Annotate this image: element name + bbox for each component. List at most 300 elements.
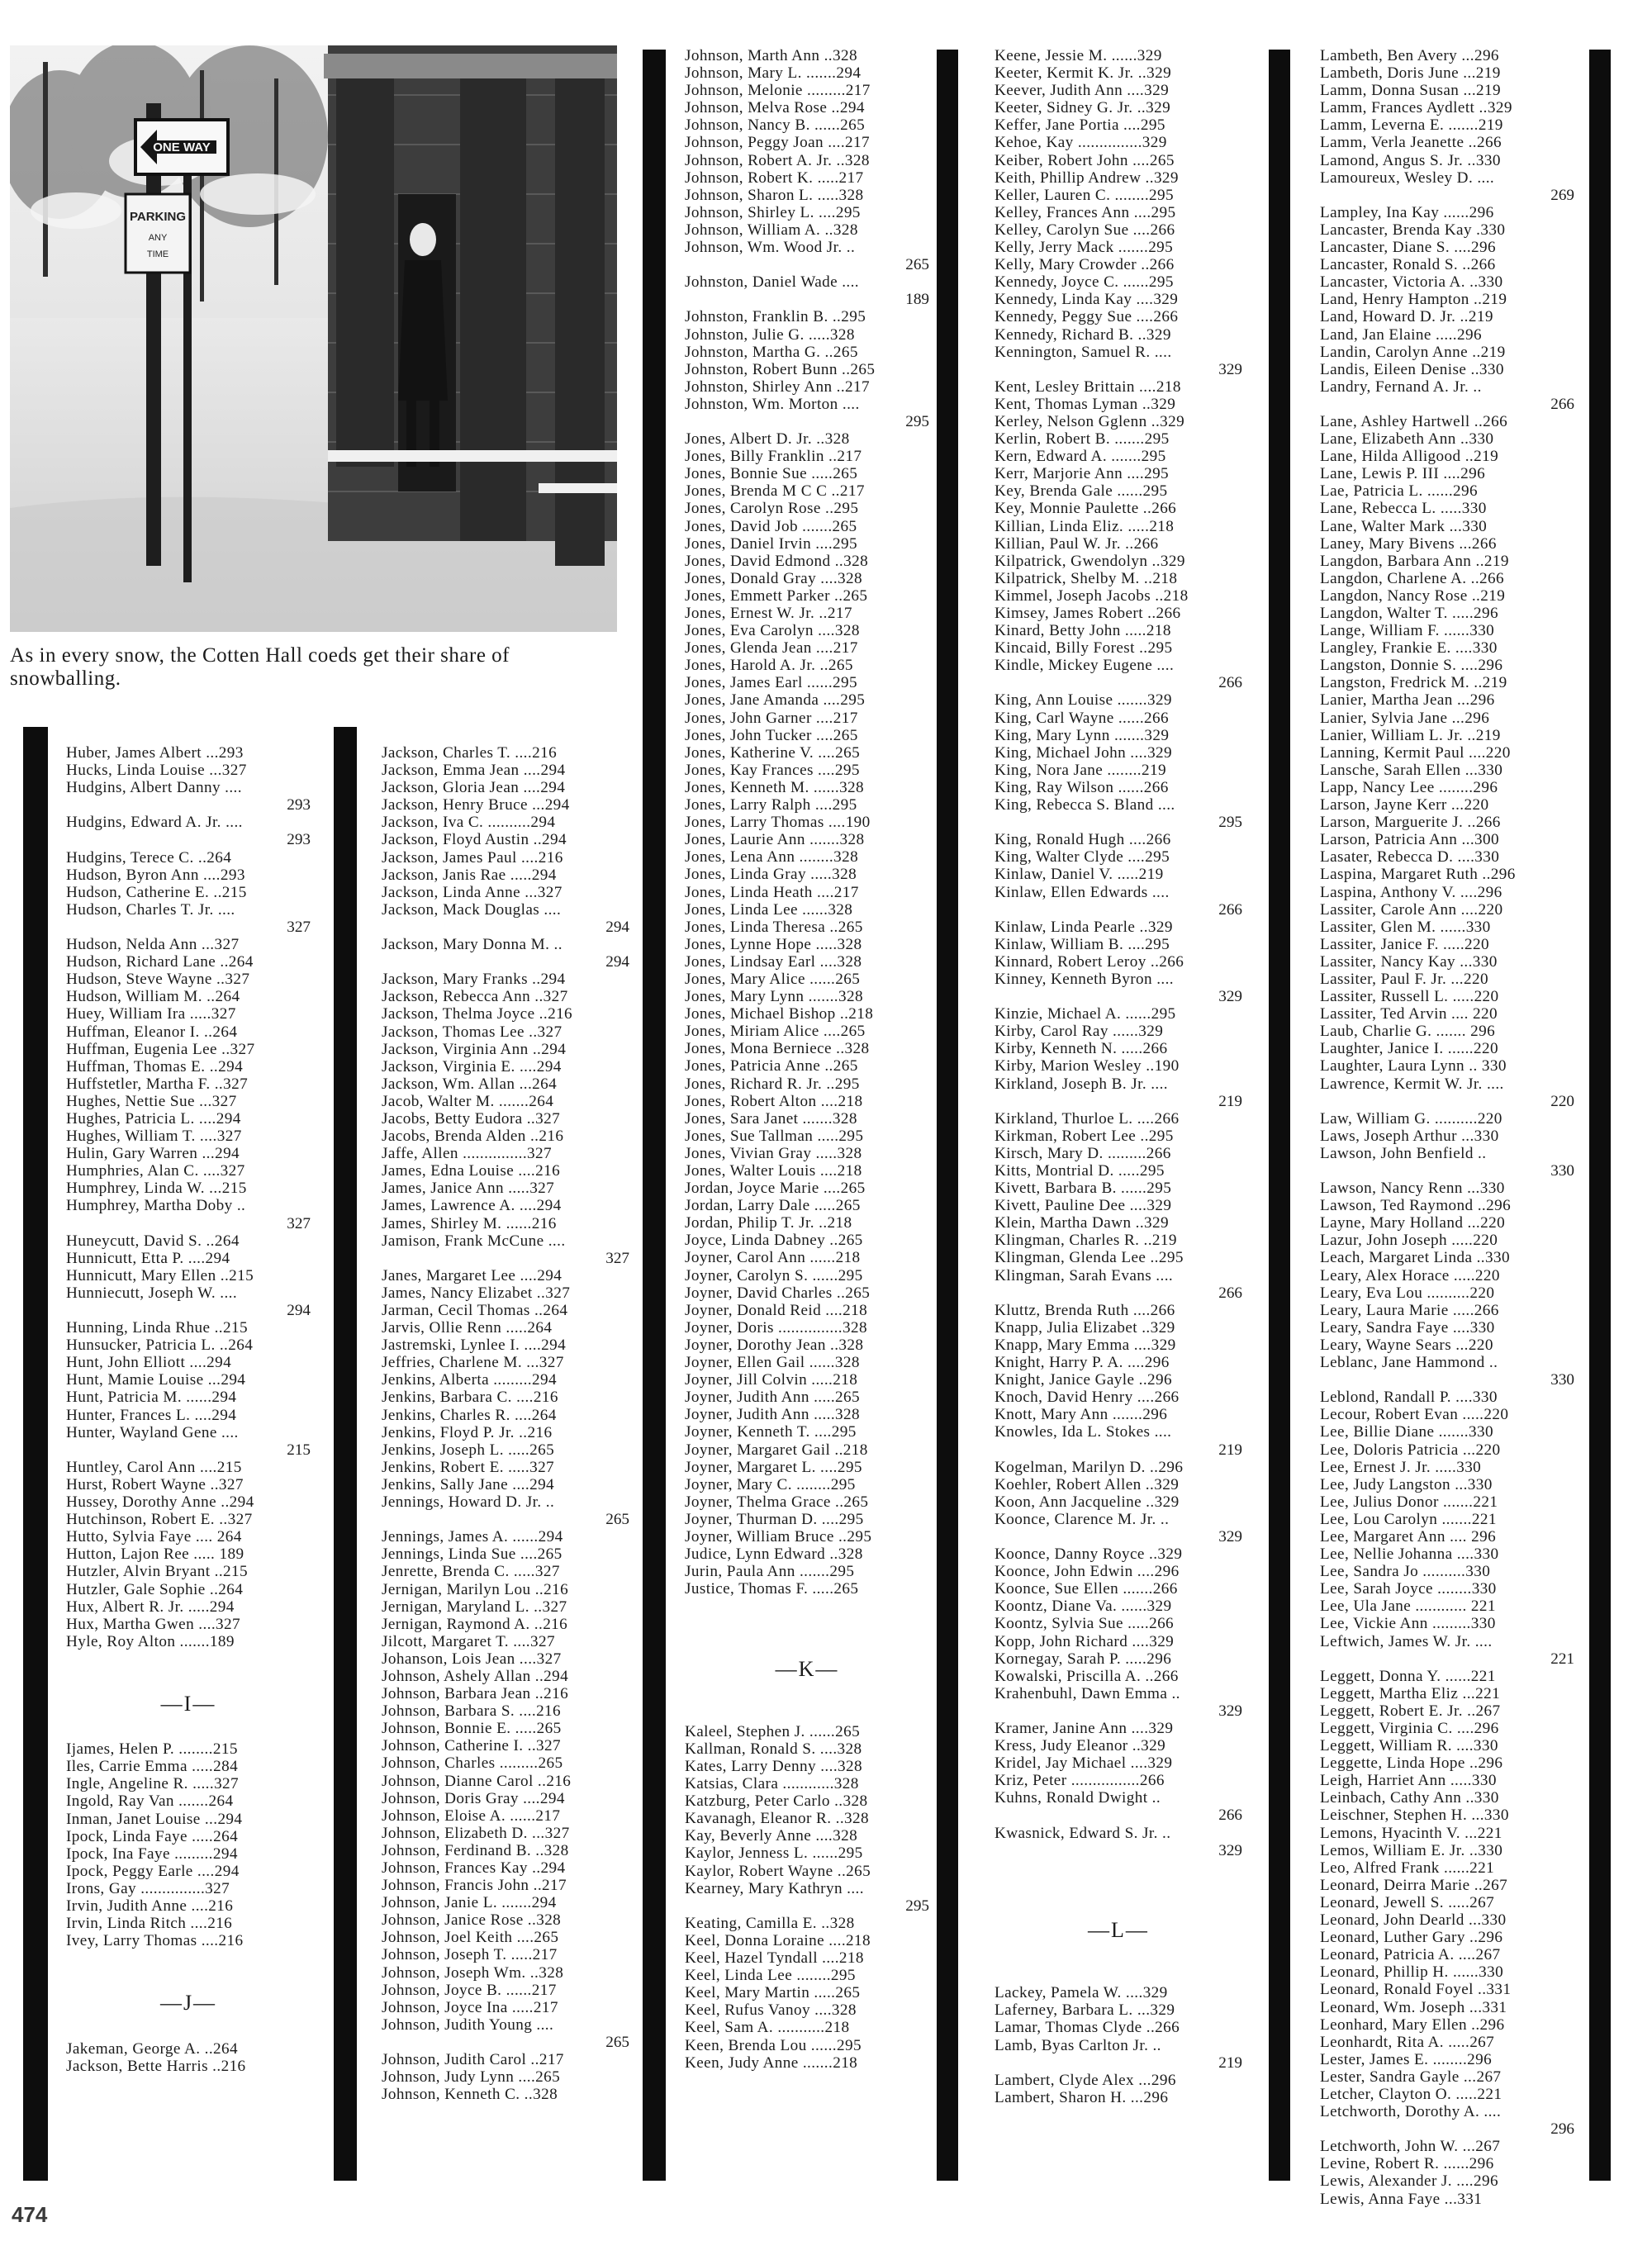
index-entry: Johnson, Joyce B. ......217 (382, 1981, 557, 1999)
index-entry: Hutchinson, Robert E. ..327 (66, 1511, 253, 1529)
index-entry: Lazur, John Joseph .....220 (1320, 1232, 1498, 1250)
index-entry: Johnson, Peggy Joan ....217 (685, 134, 870, 152)
index-entry: Johnson, Shirley L. ....295 (685, 203, 861, 221)
parking-sign-line3: TIME (146, 249, 169, 259)
index-entry: Hutto, Sylvia Faye .... 264 (66, 1528, 242, 1546)
index-entry: Johnson, Frances Kay ..294 (382, 1859, 566, 1877)
index-entry: Lamar, Thomas Clyde ..266 (995, 2019, 1180, 2037)
index-entry: Justice, Thomas F. .....265 (685, 1580, 859, 1598)
index-entry: Ijames, Helen P. ........215 (66, 1740, 238, 1759)
index-entry: Hudgins, Edward A. Jr. .... (66, 814, 243, 832)
index-entry: Koon, Ann Jacqueline ..329 (995, 1493, 1180, 1511)
index-entry: Hudson, Richard Lane ..264 (66, 953, 254, 971)
index-entry: Joyner, William Bruce ..295 (685, 1527, 872, 1545)
index-entry: Jones, Bonnie Sue .....265 (685, 465, 858, 483)
index-entry: Jackson, James Paul ....216 (382, 848, 563, 866)
index-entry: Leblond, Randall P. ....330 (1320, 1389, 1498, 1407)
index-entry: Hunt, Mamie Louise ...294 (66, 1371, 246, 1389)
index-entry-page-continuation: 221 (1550, 1650, 1574, 1668)
index-entry: Jones, Kenneth M. ......328 (685, 778, 865, 796)
index-entry: Johnson, Sharon L. .....328 (685, 186, 864, 204)
index-column-4 (995, 47, 1242, 2106)
index-entry: Lamm, Frances Aydlett ..329 (1320, 99, 1512, 117)
index-entry: Lee, Vickie Ann .........330 (1320, 1615, 1496, 1633)
index-entry: Johnston, Martha G. ..265 (685, 343, 858, 361)
index-entry: Huey, William Ira .....327 (66, 1005, 236, 1023)
index-entry: Lane, Lewis P. III ....296 (1320, 465, 1486, 483)
index-entry: Kaylor, Jenness L. ......295 (685, 1845, 863, 1863)
index-entry: Jones, Harold A. Jr. ..265 (685, 657, 853, 675)
index-entry: Lassiter, Ted Arvin .... 220 (1320, 1005, 1498, 1023)
index-letter-heading: —K— (775, 1656, 839, 1681)
index-entry: Johnson, Wm. Wood Jr. .. (685, 239, 856, 257)
snow-scene-image (10, 45, 617, 632)
index-entry: Kinlaw, Daniel V. .....219 (995, 866, 1164, 884)
index-entry: Keel, Mary Martin .....265 (685, 1984, 861, 2002)
index-entry: Jordan, Larry Dale .....265 (685, 1197, 861, 1215)
index-entry: Leigh, Harriet Ann .....330 (1320, 1772, 1497, 1790)
index-entry-page-continuation: 327 (287, 1214, 311, 1232)
index-entry: Keever, Judith Ann ....329 (995, 82, 1170, 100)
column-rule-3 (643, 50, 666, 2181)
index-entry: Lee, Judy Langston ...330 (1320, 1475, 1493, 1493)
index-entry: Langston, Donnie S. ....296 (1320, 657, 1503, 675)
index-entry: Hussey, Dorothy Anne ..294 (66, 1493, 254, 1512)
index-entry: James, Nancy Elizabet ..327 (382, 1284, 571, 1302)
index-entry: Jones, Richard R. Jr. ..295 (685, 1075, 860, 1093)
index-entry: King, Walter Clyde ....295 (995, 848, 1170, 866)
index-entry: Jones, Lynne Hope .....328 (685, 935, 862, 953)
index-entry: Joyner, Jill Colvin .....218 (685, 1371, 858, 1389)
index-entry: Lane, Rebecca L. .....330 (1320, 500, 1487, 518)
index-entry: Kates, Larry Denny ....328 (685, 1758, 863, 1775)
index-entry: Hudson, William M. ..264 (66, 988, 240, 1006)
index-entry: Jeffries, Charlene M. ...327 (382, 1354, 564, 1372)
index-entry: Jones, James Earl ......295 (685, 674, 858, 692)
index-entry: Joyner, Mary C. ........295 (685, 1475, 856, 1493)
index-entry: Jackson, Bette Harris ..216 (66, 2057, 246, 2075)
index-entry: Johnson, Robert K. .....217 (685, 169, 864, 187)
index-entry: Kavanagh, Eleanor R. ..328 (685, 1810, 869, 1828)
index-entry: Kwasnick, Edward S. Jr. .. (995, 1824, 1171, 1842)
index-entry: Hudson, Nelda Ann ...327 (66, 936, 240, 954)
index-letter-heading: —J— (159, 1991, 217, 2015)
index-entry: Lassiter, Janice F. .....220 (1320, 935, 1489, 953)
index-entry: Jenrette, Brenda C. .....327 (382, 1563, 560, 1581)
index-entry: Jones, Lindsay Earl ....328 (685, 952, 862, 971)
index-entry: Hux, Albert R. Jr. .....294 (66, 1598, 235, 1616)
index-entry-page-continuation: 293 (287, 796, 311, 814)
index-entry: Jones, Jane Amanda ....295 (685, 691, 866, 710)
index-entry: Laub, Charlie G. ....... 296 (1320, 1023, 1496, 1041)
index-entry: Joyner, Thurman D. ....295 (685, 1510, 864, 1528)
index-entry: Jones, Walter Louis ....218 (685, 1162, 862, 1180)
index-entry: Hudson, Steve Wayne ..327 (66, 971, 250, 989)
index-entry: Jackson, Thomas Lee ..327 (382, 1023, 563, 1041)
index-entry: Lawson, Ted Raymond ..296 (1320, 1197, 1512, 1215)
index-entry: James, Lawrence A. ....294 (382, 1197, 562, 1215)
index-entry: Kerlin, Robert B. .......295 (995, 430, 1170, 449)
index-entry: Jones, David Edmond ..328 (685, 552, 869, 570)
index-entry: Johnson, Melonie .........217 (685, 82, 871, 100)
parking-sign-line1: PARKING (129, 210, 187, 224)
index-entry-page-continuation: 327 (287, 918, 311, 936)
index-entry: Jackson, Virginia E. ....294 (382, 1057, 562, 1075)
index-entry: Joyner, David Charles ..265 (685, 1284, 871, 1302)
index-entry: Lapp, Nancy Lee ........296 (1320, 778, 1498, 796)
index-entry: Lamb, Byas Carlton Jr. .. (995, 2036, 1161, 2054)
index-entry: Jones, Sue Tallman .....295 (685, 1127, 864, 1145)
index-entry: Leonard, Ronald Foyel ..331 (1320, 1981, 1512, 1999)
index-entry: Jones, Katherine V. ....265 (685, 743, 861, 762)
index-entry: Jackson, Emma Jean ....294 (382, 762, 566, 780)
index-entry: Koontz, Sylvia Sue .....266 (995, 1615, 1175, 1633)
index-entry: Jennings, Howard D. Jr. .. (382, 1493, 555, 1512)
index-entry: Jones, Glenda Jean ....217 (685, 639, 858, 658)
index-entry: Lawrence, Kermit W. Jr. .... (1320, 1075, 1504, 1093)
index-entry: Johnson, Marth Ann ..328 (685, 47, 857, 64)
index-entry: Hunter, Wayland Gene .... (66, 1423, 239, 1441)
index-entry: Jenkins, Sally Jane ....294 (382, 1475, 555, 1493)
index-entry-page-continuation: 265 (605, 2033, 629, 2051)
index-entry: Irvin, Linda Ritch ....216 (66, 1915, 233, 1933)
index-entry: Hunnicutt, Etta P. ....294 (66, 1249, 230, 1267)
index-spacer (995, 1859, 1242, 1877)
index-entry: Knapp, Julia Elizabet ..329 (995, 1318, 1175, 1337)
index-entry: Langston, Fredrick M. ..219 (1320, 674, 1507, 692)
index-entry: Kilpatrick, Shelby M. ..218 (995, 569, 1178, 587)
index-entry: Lancaster, Diane S. ....296 (1320, 239, 1497, 257)
index-entry: Ipock, Linda Faye .....264 (66, 1827, 239, 1845)
index-entry: Kaylor, Robert Wayne ..265 (685, 1862, 871, 1880)
index-entry: Keel, Hazel Tyndall ....218 (685, 1949, 864, 1968)
index-entry: Kinlaw, William B. ....295 (995, 935, 1170, 953)
index-entry: Klingman, Glenda Lee ..295 (995, 1249, 1184, 1267)
index-entry: Huffman, Eleanor I. ..264 (66, 1023, 238, 1041)
index-entry: Kallman, Ronald S. ....328 (685, 1740, 862, 1758)
index-entry: Johnson, Robert A. Jr. ..328 (685, 151, 870, 169)
index-spacer (66, 2022, 311, 2039)
index-spacer (995, 1894, 1242, 1911)
index-entry: Laferney, Barbara L. ...329 (995, 2001, 1175, 2020)
index-entry: Jones, Billy Franklin ..217 (685, 448, 862, 466)
index-entry: Keen, Brenda Lou ......295 (685, 2036, 862, 2054)
index-entry: Lassiter, Russell L. .....220 (1320, 988, 1499, 1006)
index-entry: Hunt, Patricia M. ......294 (66, 1389, 237, 1407)
index-entry: Klingman, Charles R. ..219 (995, 1232, 1177, 1250)
index-entry: Leonard, Phillip H. ......330 (1320, 1963, 1504, 1982)
index-entry: Kopp, John Richard ....329 (995, 1632, 1175, 1650)
index-entry: Kirkman, Robert Lee ..295 (995, 1127, 1174, 1145)
index-entry: Letchworth, Dorothy A. .... (1320, 2103, 1502, 2121)
index-entry: Jones, John Tucker ....265 (685, 726, 858, 744)
index-entry: Lane, Hilda Alligood ..219 (1320, 448, 1499, 466)
column-rule-6 (1589, 50, 1611, 2181)
index-entry: Johnson, Elizabeth D. ...327 (382, 1824, 570, 1842)
index-entry: Langdon, Charlene A. ..266 (1320, 569, 1505, 587)
index-entry: Lancaster, Victoria A. ..330 (1320, 273, 1503, 292)
index-entry: Ipock, Ina Faye .........294 (66, 1845, 238, 1863)
index-entry: Hutzler, Alvin Bryant ..215 (66, 1563, 248, 1581)
index-entry: Hudgins, Albert Danny .... (66, 779, 242, 797)
index-entry: Hudgins, Terece C. ..264 (66, 848, 232, 866)
parking-sign (126, 194, 190, 273)
index-entry: Lancaster, Ronald S. ..266 (1320, 256, 1496, 274)
index-entry: Joyce, Linda Dabney ..265 (685, 1232, 863, 1250)
index-entry: Johnson, Judith Carol ..217 (382, 2051, 564, 2069)
index-spacer (995, 1949, 1242, 1967)
index-entry: Kirby, Carol Ray ......329 (995, 1023, 1164, 1041)
index-entry: Keller, Lauren C. ........295 (995, 186, 1175, 204)
index-spacer (685, 1633, 929, 1650)
index-spacer (995, 1877, 1242, 1894)
index-entry: Jackson, Linda Anne ...327 (382, 883, 563, 901)
index-entry: Kridel, Jay Michael ....329 (995, 1754, 1173, 1773)
index-entry: Jackson, Mack Douglas .... (382, 900, 562, 919)
index-entry: Laspina, Anthony V. ....296 (1320, 883, 1502, 901)
index-entry: Keeter, Sidney G. Jr. ..329 (995, 99, 1171, 117)
index-entry: Kowalski, Priscilla A. ..266 (995, 1667, 1179, 1685)
index-entry: Lane, Walter Mark ...330 (1320, 517, 1488, 535)
index-entry: Kent, Lesley Brittain ....218 (995, 377, 1181, 396)
index-entry: Jones, Donald Gray ....328 (685, 569, 863, 587)
index-entry-page-continuation: 266 (1218, 1284, 1242, 1302)
index-entry: Key, Brenda Gale ......295 (995, 482, 1168, 501)
index-entry: Joyner, Ellen Gail ......328 (685, 1354, 860, 1372)
index-entry: Leggett, Robert E. Jr. ..267 (1320, 1702, 1501, 1720)
index-entry: Johnson, Joseph Wm. ..328 (382, 1963, 564, 1982)
index-entry: Lasater, Rebecca D. ....330 (1320, 848, 1500, 866)
index-entry: Joyner, Dorothy Jean ..328 (685, 1336, 864, 1354)
index-entry: Leggett, Virginia C. ....296 (1320, 1720, 1499, 1737)
index-entry-page-continuation: 266 (1218, 674, 1242, 692)
index-entry: Koontz, Diane Va. ......329 (995, 1598, 1172, 1616)
index-entry: Kivett, Pauline Dee ....329 (995, 1197, 1172, 1215)
index-entry: Land, Jan Elaine .....296 (1320, 325, 1482, 344)
index-entry: Kelley, Frances Ann ....295 (995, 203, 1176, 221)
index-entry-page-continuation: 329 (1218, 1841, 1242, 1859)
index-entry: Koonce, Clarence M. Jr. .. (995, 1510, 1170, 1528)
index-entry: Hudson, Charles T. Jr. .... (66, 900, 235, 919)
index-entry: Kramer, Janine Ann ....329 (995, 1720, 1174, 1737)
index-entry: Leggette, Linda Hope ..296 (1320, 1754, 1503, 1773)
index-entry: Jones, Lena Ann ........328 (685, 848, 859, 866)
index-entry: Irons, Gay ...............327 (66, 1879, 230, 1897)
index-entry: Landin, Carolyn Anne ..219 (1320, 343, 1506, 361)
index-entry: Lampley, Ina Kay ......296 (1320, 203, 1494, 221)
index-entry: Jacob, Walter M. .......264 (382, 1092, 554, 1110)
photo-caption: As in every snow, the Cotten Hall coeds get their share of snowballing. (10, 644, 510, 690)
index-entry: Keen, Judy Anne .......218 (685, 2053, 858, 2072)
index-entry: Iles, Carrie Emma .....284 (66, 1758, 239, 1776)
index-entry: Kinney, Kenneth Byron .... (995, 970, 1174, 988)
index-entry: Kindle, Mickey Eugene .... (995, 657, 1175, 675)
index-entry: Kearney, Mary Kathryn .... (685, 1879, 864, 1897)
column-rule-4 (937, 50, 958, 2181)
index-entry: Johnston, Robert Bunn ..265 (685, 360, 876, 378)
index-entry: Jastremski, Lynlee I. ....294 (382, 1337, 567, 1355)
column-rule-1 (23, 727, 48, 2181)
index-spacer (66, 1650, 311, 1668)
index-entry: King, Ann Louise .......329 (995, 691, 1172, 710)
index-entry: Kennedy, Linda Kay ....329 (995, 291, 1179, 309)
index-entry: Jones, Robert Alton ....218 (685, 1092, 863, 1110)
index-entry: Kelly, Jerry Mack .......295 (995, 239, 1174, 257)
index-entry: Keel, Sam A. ...........218 (685, 2019, 850, 2037)
parking-sign-line2: ANY (148, 233, 168, 243)
index-entry: Leonard, Wm. Joseph ...331 (1320, 1998, 1507, 2016)
index-entry: Kennedy, Joyce C. ......295 (995, 273, 1174, 292)
index-entry: James, Edna Louise ....216 (382, 1162, 561, 1180)
index-entry: Johnson, Barbara S. ....216 (382, 1702, 562, 1721)
index-entry-page-continuation: 219 (1218, 1441, 1242, 1459)
index-entry: Leonard, John Dearld ...330 (1320, 1911, 1507, 1930)
index-entry: Levine, Robert R. ......296 (1320, 2155, 1494, 2173)
index-entry: Leggett, Donna Y. ......221 (1320, 1667, 1496, 1685)
index-entry: Hunniecutt, Joseph W. .... (66, 1284, 238, 1302)
index-entry: Jarman, Cecil Thomas ..264 (382, 1302, 568, 1319)
index-letter-heading: —L— (1088, 1918, 1149, 1943)
index-entry: Keel, Donna Loraine ....218 (685, 1931, 871, 1949)
index-column-5 (1320, 47, 1574, 2208)
index-entry: Huffstetler, Martha F. ..327 (66, 1075, 249, 1093)
index-entry: Katsias, Clara ............328 (685, 1775, 859, 1793)
index-entry: Humphrey, Linda W. ...215 (66, 1180, 247, 1198)
index-entry: Krahenbuhl, Dawn Emma .. (995, 1684, 1180, 1702)
index-entry: Kerley, Nelson Gglenn ..329 (995, 412, 1185, 430)
index-letter-heading: —I— (160, 1692, 216, 1716)
index-entry: Hunt, John Elliott ....294 (66, 1354, 232, 1372)
index-entry: Jones, Linda Heath ....217 (685, 883, 859, 901)
index-entry: Kennedy, Richard B. ..329 (995, 325, 1171, 344)
index-entry: Keel, Rufus Vanoy ....328 (685, 2001, 857, 2020)
column-rule-5 (1269, 50, 1290, 2181)
one-way-sign-text: ONE WAY (153, 140, 211, 154)
index-spacer (66, 1723, 311, 1740)
index-entry: Humphrey, Martha Doby .. (66, 1197, 246, 1215)
index-entry: Landry, Fernand A. Jr. .. (1320, 377, 1482, 396)
index-entry: Lanier, Sylvia Jane ...296 (1320, 709, 1490, 727)
index-entry: Jenkins, Floyd P. Jr. ..216 (382, 1423, 553, 1441)
index-entry: Jones, Michael Bishop ..218 (685, 1005, 874, 1023)
index-entry: Joyner, Thelma Grace ..265 (685, 1493, 869, 1511)
index-entry: Kitts, Montrial D. .....295 (995, 1162, 1165, 1180)
index-entry-page-continuation: 329 (1218, 1527, 1242, 1545)
index-entry: Kay, Beverly Anne ....328 (685, 1827, 858, 1845)
index-entry: Johnson, Judith Young .... (382, 2015, 554, 2034)
index-entry: Lawson, Nancy Renn ...330 (1320, 1180, 1505, 1198)
index-entry: Judice, Lynn Edward ..328 (685, 1545, 863, 1564)
index-entry-page-continuation: 215 (287, 1441, 311, 1459)
index-entry: Lee, Ernest J. Jr. .....330 (1320, 1458, 1482, 1476)
index-entry-page-continuation: 219 (1218, 1092, 1242, 1110)
index-entry: Lambert, Clyde Alex ...296 (995, 2071, 1176, 2089)
index-entry: Jernigan, Marilyn Lou ..216 (382, 1580, 569, 1598)
index-entry: Joyner, Carol Ann ......218 (685, 1249, 861, 1267)
index-entry: Leggett, William R. ....330 (1320, 1737, 1498, 1755)
index-entry: Kirkland, Thurloe L. ....266 (995, 1109, 1180, 1128)
index-entry: Lee, Lou Carolyn .......221 (1320, 1510, 1497, 1528)
index-entry: Jarvis, Ollie Renn .....264 (382, 1319, 553, 1337)
index-entry: Langdon, Nancy Rose ..219 (1320, 586, 1506, 605)
index-entry-page-continuation: 330 (1550, 1371, 1574, 1389)
index-entry: Keene, Jessie M. ......329 (995, 47, 1162, 64)
index-entry-page-continuation: 266 (1218, 900, 1242, 919)
one-way-sign (135, 120, 228, 174)
index-entry: Lane, Elizabeth Ann ..330 (1320, 430, 1494, 449)
index-entry-page-continuation: 295 (1218, 814, 1242, 832)
index-entry: Jenkins, Alberta .........294 (382, 1371, 557, 1389)
index-entry: Johnson, Eloise A. ......217 (382, 1807, 561, 1825)
index-entry: Lee, Nellie Johanna ....330 (1320, 1545, 1499, 1564)
index-entry: Koonce, Danny Royce ..329 (995, 1545, 1183, 1564)
index-entry: Keffer, Jane Portia ....295 (995, 116, 1165, 135)
index-entry: Hulin, Gary Warren ...294 (66, 1145, 240, 1163)
index-entry: Leinbach, Cathy Ann ..330 (1320, 1789, 1499, 1807)
index-entry: Johnson, Catherine I. ..327 (382, 1737, 562, 1755)
index-entry: Johnson, Ferdinand B. ..328 (382, 1841, 569, 1859)
index-entry: Lambeth, Ben Avery ...296 (1320, 47, 1499, 64)
index-entry: Johnson, Ashely Allan ..294 (382, 1667, 569, 1685)
index-entry: Joyner, Kenneth T. ....295 (685, 1423, 857, 1441)
index-entry: Lamoureux, Wesley D. .... (1320, 169, 1495, 187)
index-entry-page-continuation: 265 (905, 256, 929, 274)
index-entry: Ingle, Angeline R. .....327 (66, 1775, 240, 1793)
index-entry: Jones, Mona Berniece ..328 (685, 1040, 870, 1058)
index-entry: Laughter, Laura Lynn .. 330 (1320, 1057, 1507, 1075)
index-entry: Kelly, Mary Crowder ..266 (995, 256, 1175, 274)
index-entry: Jordan, Philip T. Jr. ..218 (685, 1214, 852, 1232)
index-entry: Jones, Patricia Anne ..265 (685, 1057, 858, 1075)
index-entry: Johnson, Kenneth C. ..328 (382, 2086, 558, 2104)
index-entry: King, Michael John ....329 (995, 743, 1173, 762)
index-entry-page-continuation: 329 (1218, 988, 1242, 1006)
index-entry: Jackson, Iva C. ..........294 (382, 814, 556, 832)
index-entry: Jennings, Linda Sue ....265 (382, 1545, 563, 1564)
index-entry: Klein, Martha Dawn ..329 (995, 1214, 1170, 1232)
index-entry: Jones, Miriam Alice ....265 (685, 1023, 866, 1041)
index-entry: Layne, Mary Holland ...220 (1320, 1214, 1506, 1232)
index-entry: Keith, Phillip Andrew ..329 (995, 169, 1179, 187)
index-entry: Laspina, Margaret Ruth ..296 (1320, 866, 1516, 884)
index-entry-page-continuation: 266 (1550, 395, 1574, 413)
index-entry: Jenkins, Barbara C. ....216 (382, 1389, 558, 1407)
index-spacer (66, 1668, 311, 1685)
index-entry: Jones, Laurie Ann .......328 (685, 831, 865, 849)
index-entry: Kennington, Samuel R. .... (995, 343, 1172, 361)
index-entry: Laws, Joseph Arthur ...330 (1320, 1127, 1499, 1145)
index-entry: Johnson, Charles .........265 (382, 1754, 563, 1773)
index-entry-page-continuation: 266 (1218, 1807, 1242, 1825)
index-entry: Kuhns, Ronald Dwight .. (995, 1789, 1161, 1807)
index-entry: Johnston, Julie G. .....328 (685, 325, 855, 344)
index-entry: Johnson, Barbara Jean ..216 (382, 1685, 569, 1703)
index-entry: Lassiter, Glen M. ......330 (1320, 918, 1491, 936)
index-entry: Leonard, Patricia A. ....267 (1320, 1946, 1501, 1964)
index-entry: King, Rebecca S. Bland .... (995, 796, 1175, 814)
index-entry: Hunsucker, Patricia L. ..264 (66, 1337, 254, 1355)
index-entry: Lee, Billie Diane .......330 (1320, 1423, 1493, 1441)
index-entry: Kelley, Carolyn Sue ....266 (995, 221, 1175, 239)
index-entry: Jurin, Paula Ann .......295 (685, 1563, 855, 1581)
index-entry: Lester, James E. ........296 (1320, 2050, 1493, 2068)
index-entry: James, Janice Ann .....327 (382, 1180, 555, 1198)
column-rule-2 (334, 727, 357, 2181)
index-entry: Larson, Patricia Ann ...300 (1320, 831, 1500, 849)
index-entry: Lemons, Hyacinth V. ...221 (1320, 1824, 1502, 1842)
index-entry: Hunning, Linda Rhue ..215 (66, 1319, 248, 1337)
index-entry: Hyle, Roy Alton .......189 (66, 1632, 235, 1650)
